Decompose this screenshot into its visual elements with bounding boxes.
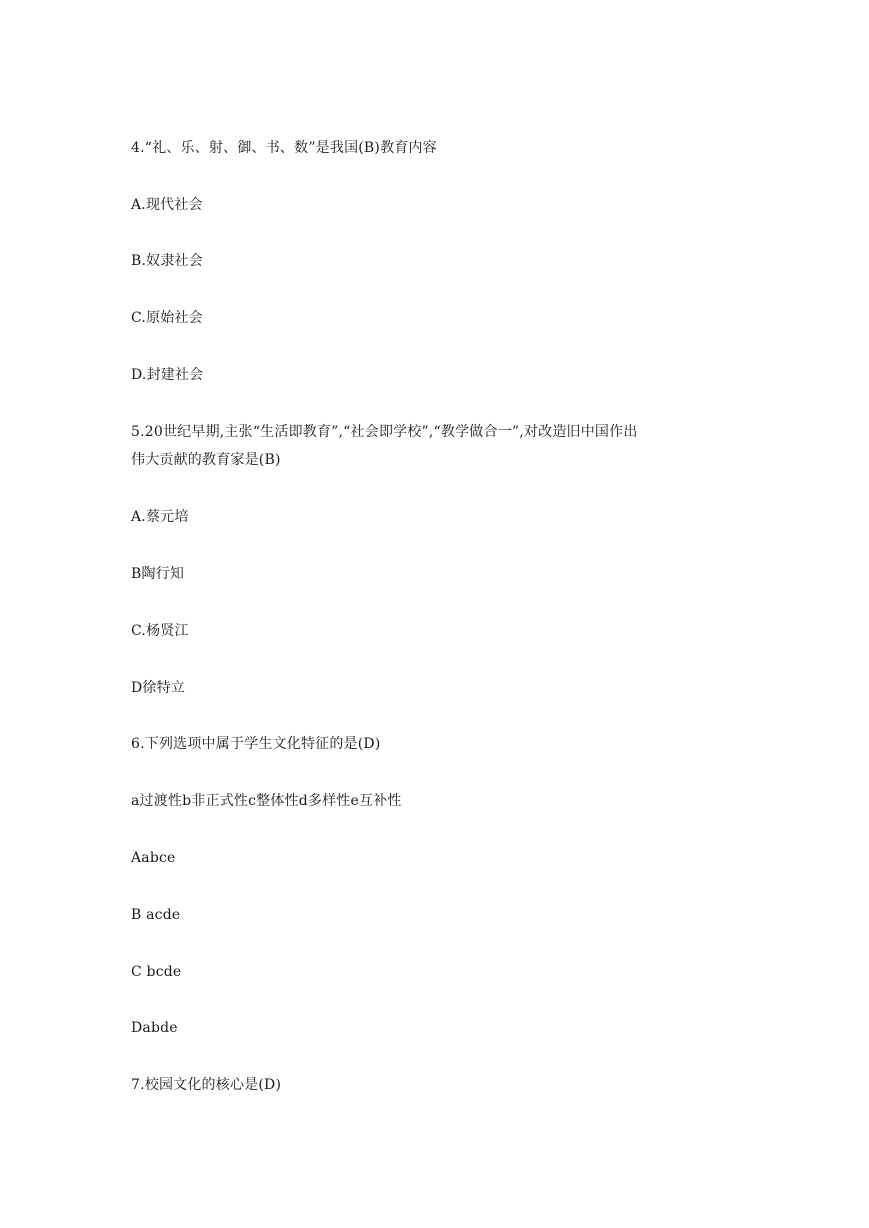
question-6-option-d: Dabde: [131, 1020, 178, 1036]
question-5-stem-line-1: 5.20世纪早期,主张“生活即教育”,“社会即学校”,“教学做合一”,对改造旧中国作出: [131, 424, 638, 440]
question-4-option-d: D.封建社会: [131, 367, 204, 383]
question-7-stem: 7.校园文化的核心是(D): [131, 1077, 282, 1093]
question-6-stem: 6.下列选项中属于学生文化特征的是(D): [131, 736, 381, 752]
question-6-option-c: C bcde: [131, 964, 182, 980]
question-6-features: a过渡性b非正式性c整体性d多样性e互补性: [131, 793, 402, 809]
question-4-stem: 4.“礼、乐、射、御、书、数”是我国(B)教育内容: [131, 140, 437, 156]
question-5-option-b: B陶行知: [131, 566, 185, 582]
question-5-stem-line-2: 伟大贡献的教育家是(B): [131, 452, 281, 468]
question-6-option-a: Aabce: [131, 850, 176, 866]
question-4-option-b: B.奴隶社会: [131, 253, 203, 269]
question-4-option-a: A.现代社会: [131, 197, 203, 213]
question-5-option-d: D徐特立: [131, 680, 186, 696]
question-4-option-c: C.原始社会: [131, 310, 203, 326]
question-5-option-c: C.杨贤江: [131, 623, 189, 639]
question-5-option-a: A.蔡元培: [131, 509, 189, 525]
question-6-option-b: B acde: [131, 907, 181, 923]
